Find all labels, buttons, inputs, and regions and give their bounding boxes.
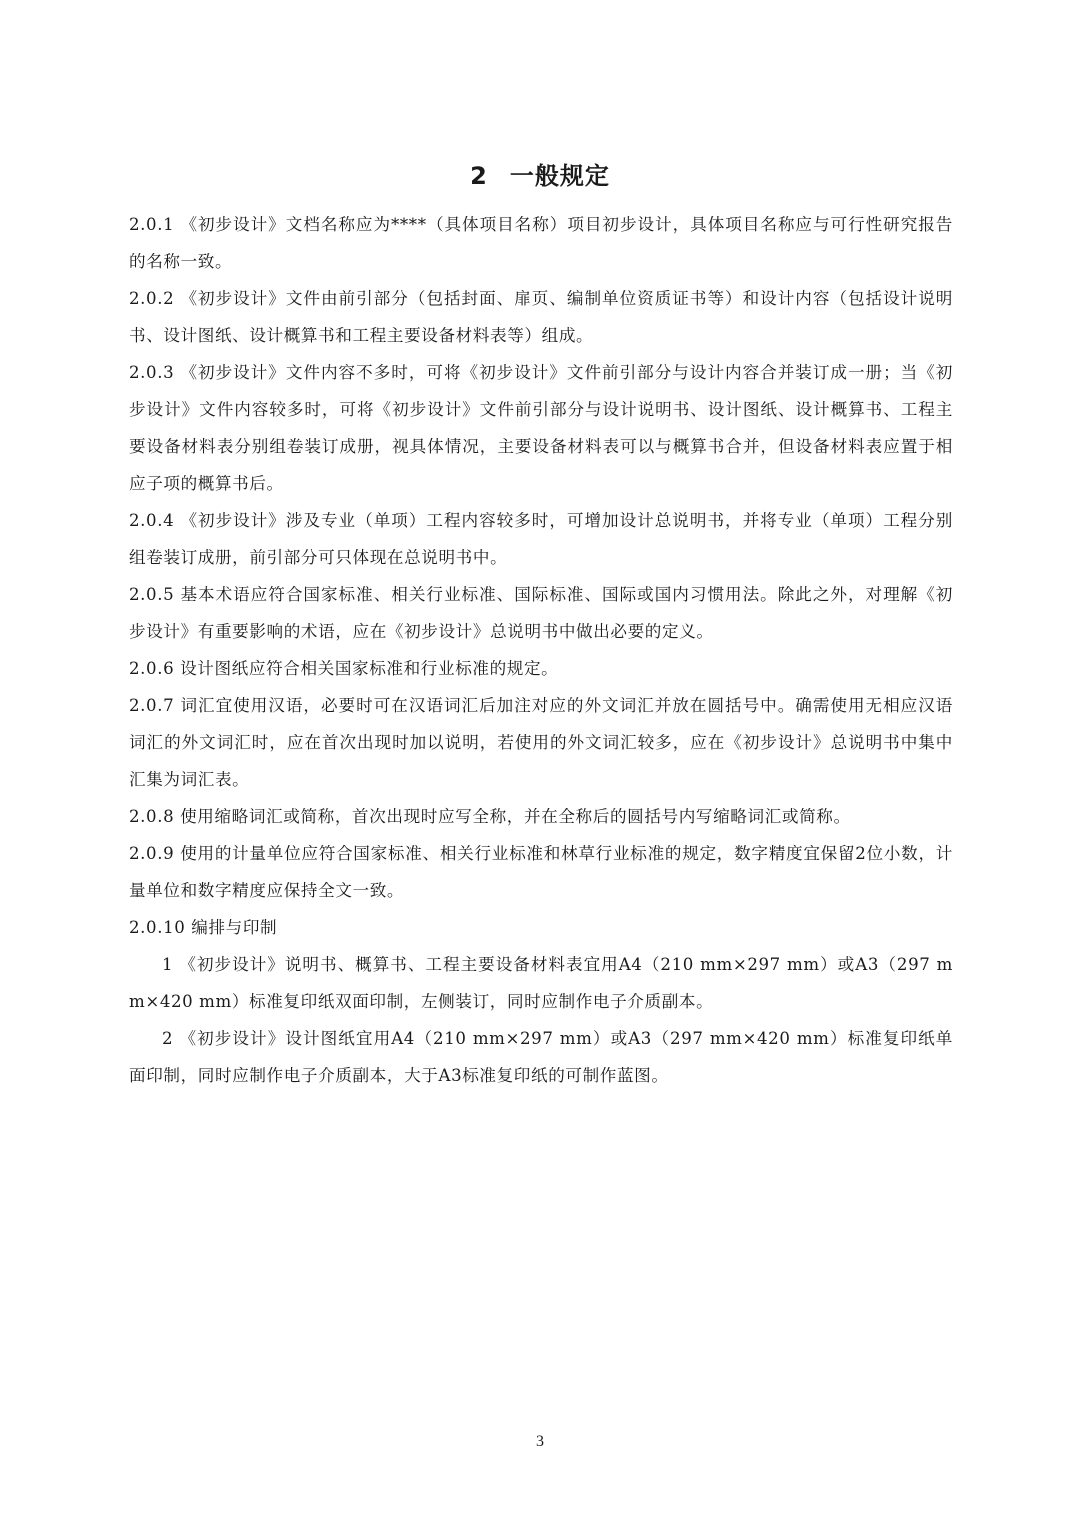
clause-2-0-10-item-2: 2 《初步设计》设计图纸宜用A4（210 mm×297 mm）或A3（297 mm×420 mm）标准复印纸单面印制，同时应制作电子介质副本，大于A3标准复印纸的可制作蓝图。 [129,1029,953,1085]
section-number: 2 [470,162,488,190]
section-title: 一般规定 [509,162,610,190]
page-number: 3 [536,1433,544,1450]
clause-2-0-10: 2.0.10 编排与印制 [129,918,278,937]
clause-2-0-8: 2.0.8 使用缩略词汇或简称，首次出现时应写全称，并在全称后的圆括号内写缩略词汇或简称。 [129,807,851,826]
section-heading [0,156,1080,196]
document-body [129,206,953,1094]
clause-2-0-2: 2.0.2 《初步设计》文件由前引部分（包括封面、扉页、编制单位资质证书等）和设计内容（包括设计说明书、设计图纸、设计概算书和工程主要设备材料表等）组成。 [129,289,953,345]
clause-2-0-3: 2.0.3 《初步设计》文件内容不多时，可将《初步设计》文件前引部分与设计内容合并装订成一册；当《初步设计》文件内容较多时，可将《初步设计》文件前引部分与设计说明书、设计图纸、设计概算书、工程主要设备材料表分别组卷装订成册，视具体情况，主要设备材料表可以与概算书合并，但设备材料表应置于相应子项的概算书后。 [129,363,953,493]
clause-2-0-5: 2.0.5 基本术语应符合国家标准、相关行业标准、国际标准、国际或国内习惯用法。除此之外，对理解《初步设计》有重要影响的术语，应在《初步设计》总说明书中做出必要的定义。 [129,585,953,641]
clause-2-0-9: 2.0.9 使用的计量单位应符合国家标准、相关行业标准和林草行业标准的规定，数字精度宜保留2位小数，计量单位和数字精度应保持全文一致。 [129,844,953,900]
clause-2-0-10-item-1: 1 《初步设计》说明书、概算书、工程主要设备材料表宜用A4（210 mm×297 mm）或A3（297 mm×420 mm）标准复印纸双面印制，左侧装订，同时应制作电子介质副本。 [129,955,953,1011]
clause-2-0-4: 2.0.4 《初步设计》涉及专业（单项）工程内容较多时，可增加设计总说明书，并将专业（单项）工程分别组卷装订成册，前引部分可只体现在总说明书中。 [129,511,953,567]
clause-2-0-1: 2.0.1 《初步设计》文档名称应为****（具体项目名称）项目初步设计，具体项目名称应与可行性研究报告的名称一致。 [129,215,953,271]
clause-2-0-6: 2.0.6 设计图纸应符合相关国家标准和行业标准的规定。 [129,659,559,678]
clause-2-0-7: 2.0.7 词汇宜使用汉语，必要时可在汉语词汇后加注对应的外文词汇并放在圆括号中。确需使用无相应汉语词汇的外文词汇时，应在首次出现时加以说明，若使用的外文词汇较多，应在《初步设计》总说明书中集中汇集为词汇表。 [129,696,953,789]
